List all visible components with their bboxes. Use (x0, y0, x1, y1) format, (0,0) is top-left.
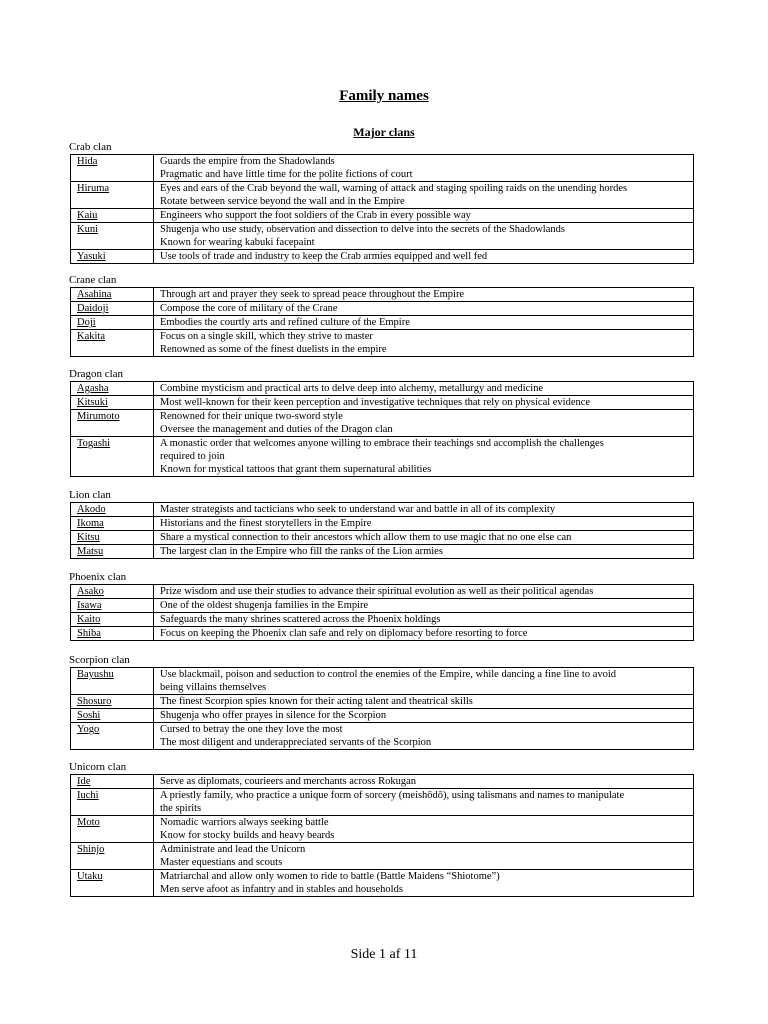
description-line: the spirits (160, 803, 202, 814)
description-line: Serve as diplomats, courieers and merchants across Rokugan (160, 776, 417, 787)
family-description (154, 382, 694, 396)
family-name: Shiba (71, 627, 154, 641)
table-row (71, 182, 694, 209)
clan-table (70, 154, 694, 264)
table-row (71, 668, 694, 695)
description-line: Engineers who support the foot soldiers of the Crab in every possible way (160, 210, 471, 221)
family-name: Kakita (71, 330, 154, 357)
clan-table (70, 502, 694, 559)
clan-heading: Crab clan (69, 141, 112, 153)
family-name: Soshi (71, 709, 154, 723)
description-line: Known for wearing kabuki facepaint (160, 237, 315, 248)
family-name: Kitsu (71, 531, 154, 545)
description-line: The largest clan in the Empire who fill the ranks of the Lion armies (160, 546, 443, 557)
family-name: Kaiu (71, 209, 154, 223)
clan-table (70, 667, 694, 750)
section-subtitle: Major clans (353, 125, 415, 139)
table-row (71, 723, 694, 750)
family-name: Mirumoto (71, 410, 154, 437)
family-name: Shinjo (71, 843, 154, 870)
family-name: Utaku (71, 870, 154, 897)
table-row (71, 250, 694, 264)
table-row (71, 695, 694, 709)
family-description (154, 223, 694, 250)
description-line: Eyes and ears of the Crab beyond the wall, warning of attack and staging spoiling raids on the unending hordes (160, 183, 628, 194)
table-row (71, 209, 694, 223)
page-footer: Side 1 af 11 (350, 947, 418, 962)
clan-block (70, 141, 694, 264)
family-description (154, 410, 694, 437)
description-line: Focus on a single skill, which they strive to master (160, 331, 373, 342)
family-name: Daidoji (71, 302, 154, 316)
family-description (154, 585, 694, 599)
table-row (71, 599, 694, 613)
family-name: Akodo (71, 503, 154, 517)
family-name: Matsu (71, 545, 154, 559)
description-line: Master equestians and scouts (160, 857, 283, 868)
clan-table (70, 774, 694, 897)
description-line: required to join (160, 451, 225, 462)
clan-block (70, 274, 694, 357)
table-row (71, 382, 694, 396)
description-line: Renowned for their unique two-sword style (160, 411, 343, 422)
description-line: Oversee the management and duties of the Dragon clan (160, 424, 393, 435)
description-line: Men serve afoot as infantry and in stables and households (160, 884, 403, 895)
family-description (154, 250, 694, 264)
family-description (154, 723, 694, 750)
clan-heading: Lion clan (69, 489, 111, 501)
table-row (71, 396, 694, 410)
family-name: Togashi (71, 437, 154, 477)
description-line: Use blackmail, poison and seduction to control the enemies of the Empire, while dancing a fine line to avoid (160, 669, 617, 680)
description-line: being villains themselves (160, 682, 267, 693)
table-row (71, 155, 694, 182)
family-description (154, 396, 694, 410)
description-line: Known for mystical tattoos that grant them supernatural abilities (160, 464, 432, 475)
family-description (154, 531, 694, 545)
description-line: One of the oldest shugenja families in the Empire (160, 600, 369, 611)
description-line: Know for stocky builds and heavy beards (160, 830, 335, 841)
clan-block (70, 654, 694, 750)
description-line: Master strategists and tacticians who seek to understand war and battle in all of its complexity (160, 504, 556, 515)
description-line: Historians and the finest storytellers in the Empire (160, 518, 372, 529)
family-description (154, 870, 694, 897)
description-line: Safeguards the many shrines scattered across the Phoenix holdings (160, 614, 441, 625)
description-line: Embodies the courtly arts and refined culture of the Empire (160, 317, 410, 328)
description-line: Use tools of trade and industry to keep the Crab armies equipped and well fed (160, 251, 488, 262)
family-name: Iuchi (71, 789, 154, 816)
description-line: The most diligent and underappreciated servants of the Scorpion (160, 737, 432, 748)
family-description (154, 503, 694, 517)
family-name: Kaito (71, 613, 154, 627)
table-row (71, 316, 694, 330)
clan-table (70, 584, 694, 641)
family-name: Asahina (71, 288, 154, 302)
family-description (154, 789, 694, 816)
family-name: Doji (71, 316, 154, 330)
description-line: Cursed to betray the one they love the most (160, 724, 343, 735)
family-name: Isawa (71, 599, 154, 613)
family-name: Kitsuki (71, 396, 154, 410)
table-row (71, 816, 694, 843)
family-description (154, 517, 694, 531)
description-line: Shugenja who offer prayes in silence for the Scorpion (160, 710, 387, 721)
family-description (154, 709, 694, 723)
table-row (71, 613, 694, 627)
family-name: Kuni (71, 223, 154, 250)
family-name: Hiruma (71, 182, 154, 209)
clan-heading: Dragon clan (69, 368, 124, 380)
table-row (71, 288, 694, 302)
description-line: Rotate between service beyond the wall and in the Empire (160, 196, 405, 207)
family-description (154, 302, 694, 316)
table-row (71, 223, 694, 250)
page-title: Family names (339, 88, 429, 104)
table-row (71, 545, 694, 559)
table-row (71, 843, 694, 870)
family-description (154, 695, 694, 709)
clan-block (70, 489, 694, 559)
clan-table (70, 287, 694, 357)
description-line: Administrate and lead the Unicorn (160, 844, 306, 855)
table-row (71, 302, 694, 316)
description-line: Pragmatic and have little time for the polite fictions of court (160, 169, 413, 180)
description-line: Focus on keeping the Phoenix clan safe and rely on diplomacy before resorting to force (160, 628, 528, 639)
table-row (71, 627, 694, 641)
clan-heading: Scorpion clan (69, 654, 130, 666)
description-line: Shugenja who use study, observation and dissection to delve into the secrets of the Shadowlands (160, 224, 565, 235)
description-line: A monastic order that welcomes anyone willing to embrace their teachings snd accomplish the challenges (160, 438, 604, 449)
family-name: Bayushu (71, 668, 154, 695)
family-name: Asako (71, 585, 154, 599)
family-description (154, 182, 694, 209)
family-description (154, 627, 694, 641)
family-description (154, 155, 694, 182)
family-description (154, 330, 694, 357)
description-line: Combine mysticism and practical arts to delve deep into alchemy, metallurgy and medicine (160, 383, 544, 394)
description-line: Most well-known for their keen perception and investigative techniques that rely on physical evidence (160, 397, 591, 408)
table-row (71, 437, 694, 477)
family-description (154, 288, 694, 302)
table-row (71, 585, 694, 599)
table-row (71, 330, 694, 357)
family-name: Ide (71, 775, 154, 789)
family-description (154, 613, 694, 627)
description-line: Share a mystical connection to their ancestors which allow them to use magic that no one else can (160, 532, 572, 543)
family-name: Ikoma (71, 517, 154, 531)
description-line: Guards the empire from the Shadowlands (160, 156, 335, 167)
clan-heading: Crane clan (69, 274, 117, 286)
clan-heading: Phoenix clan (69, 571, 127, 583)
clan-table (70, 381, 694, 477)
family-description (154, 316, 694, 330)
clan-block (70, 368, 694, 477)
family-name: Shosuro (71, 695, 154, 709)
description-line: Through art and prayer they seek to spread peace throughout the Empire (160, 289, 465, 300)
description-line: The finest Scorpion spies known for their acting talent and theatrical skills (160, 696, 473, 707)
family-description (154, 599, 694, 613)
family-description (154, 775, 694, 789)
table-row (71, 531, 694, 545)
family-description (154, 545, 694, 559)
table-row (71, 870, 694, 897)
description-line: Nomadic warriors always seeking battle (160, 817, 329, 828)
table-row (71, 410, 694, 437)
family-name: Yasuki (71, 250, 154, 264)
description-line: A priestly family, who practice a unique form of sorcery (meishōdō), using talismans and names to manipulate (160, 790, 625, 801)
description-line: Prize wisdom and use their studies to advance their spiritual evolution as well as their political agendas (160, 586, 594, 597)
family-description (154, 816, 694, 843)
clan-heading: Unicorn clan (69, 761, 127, 773)
description-line: Matriarchal and allow only women to ride to battle (Battle Maidens “Shiotome”) (160, 871, 500, 882)
family-description (154, 437, 694, 477)
description-line: Renowned as some of the finest duelists in the empire (160, 344, 387, 355)
family-name: Agasha (71, 382, 154, 396)
table-row (71, 775, 694, 789)
table-row (71, 517, 694, 531)
table-row (71, 709, 694, 723)
table-row (71, 789, 694, 816)
family-name: Yogo (71, 723, 154, 750)
family-description (154, 843, 694, 870)
family-name: Hida (71, 155, 154, 182)
description-line: Compose the core of military of the Crane (160, 303, 338, 314)
family-name: Moto (71, 816, 154, 843)
clan-block (70, 571, 694, 641)
family-description (154, 668, 694, 695)
clan-block (70, 761, 694, 897)
table-row (71, 503, 694, 517)
family-description (154, 209, 694, 223)
